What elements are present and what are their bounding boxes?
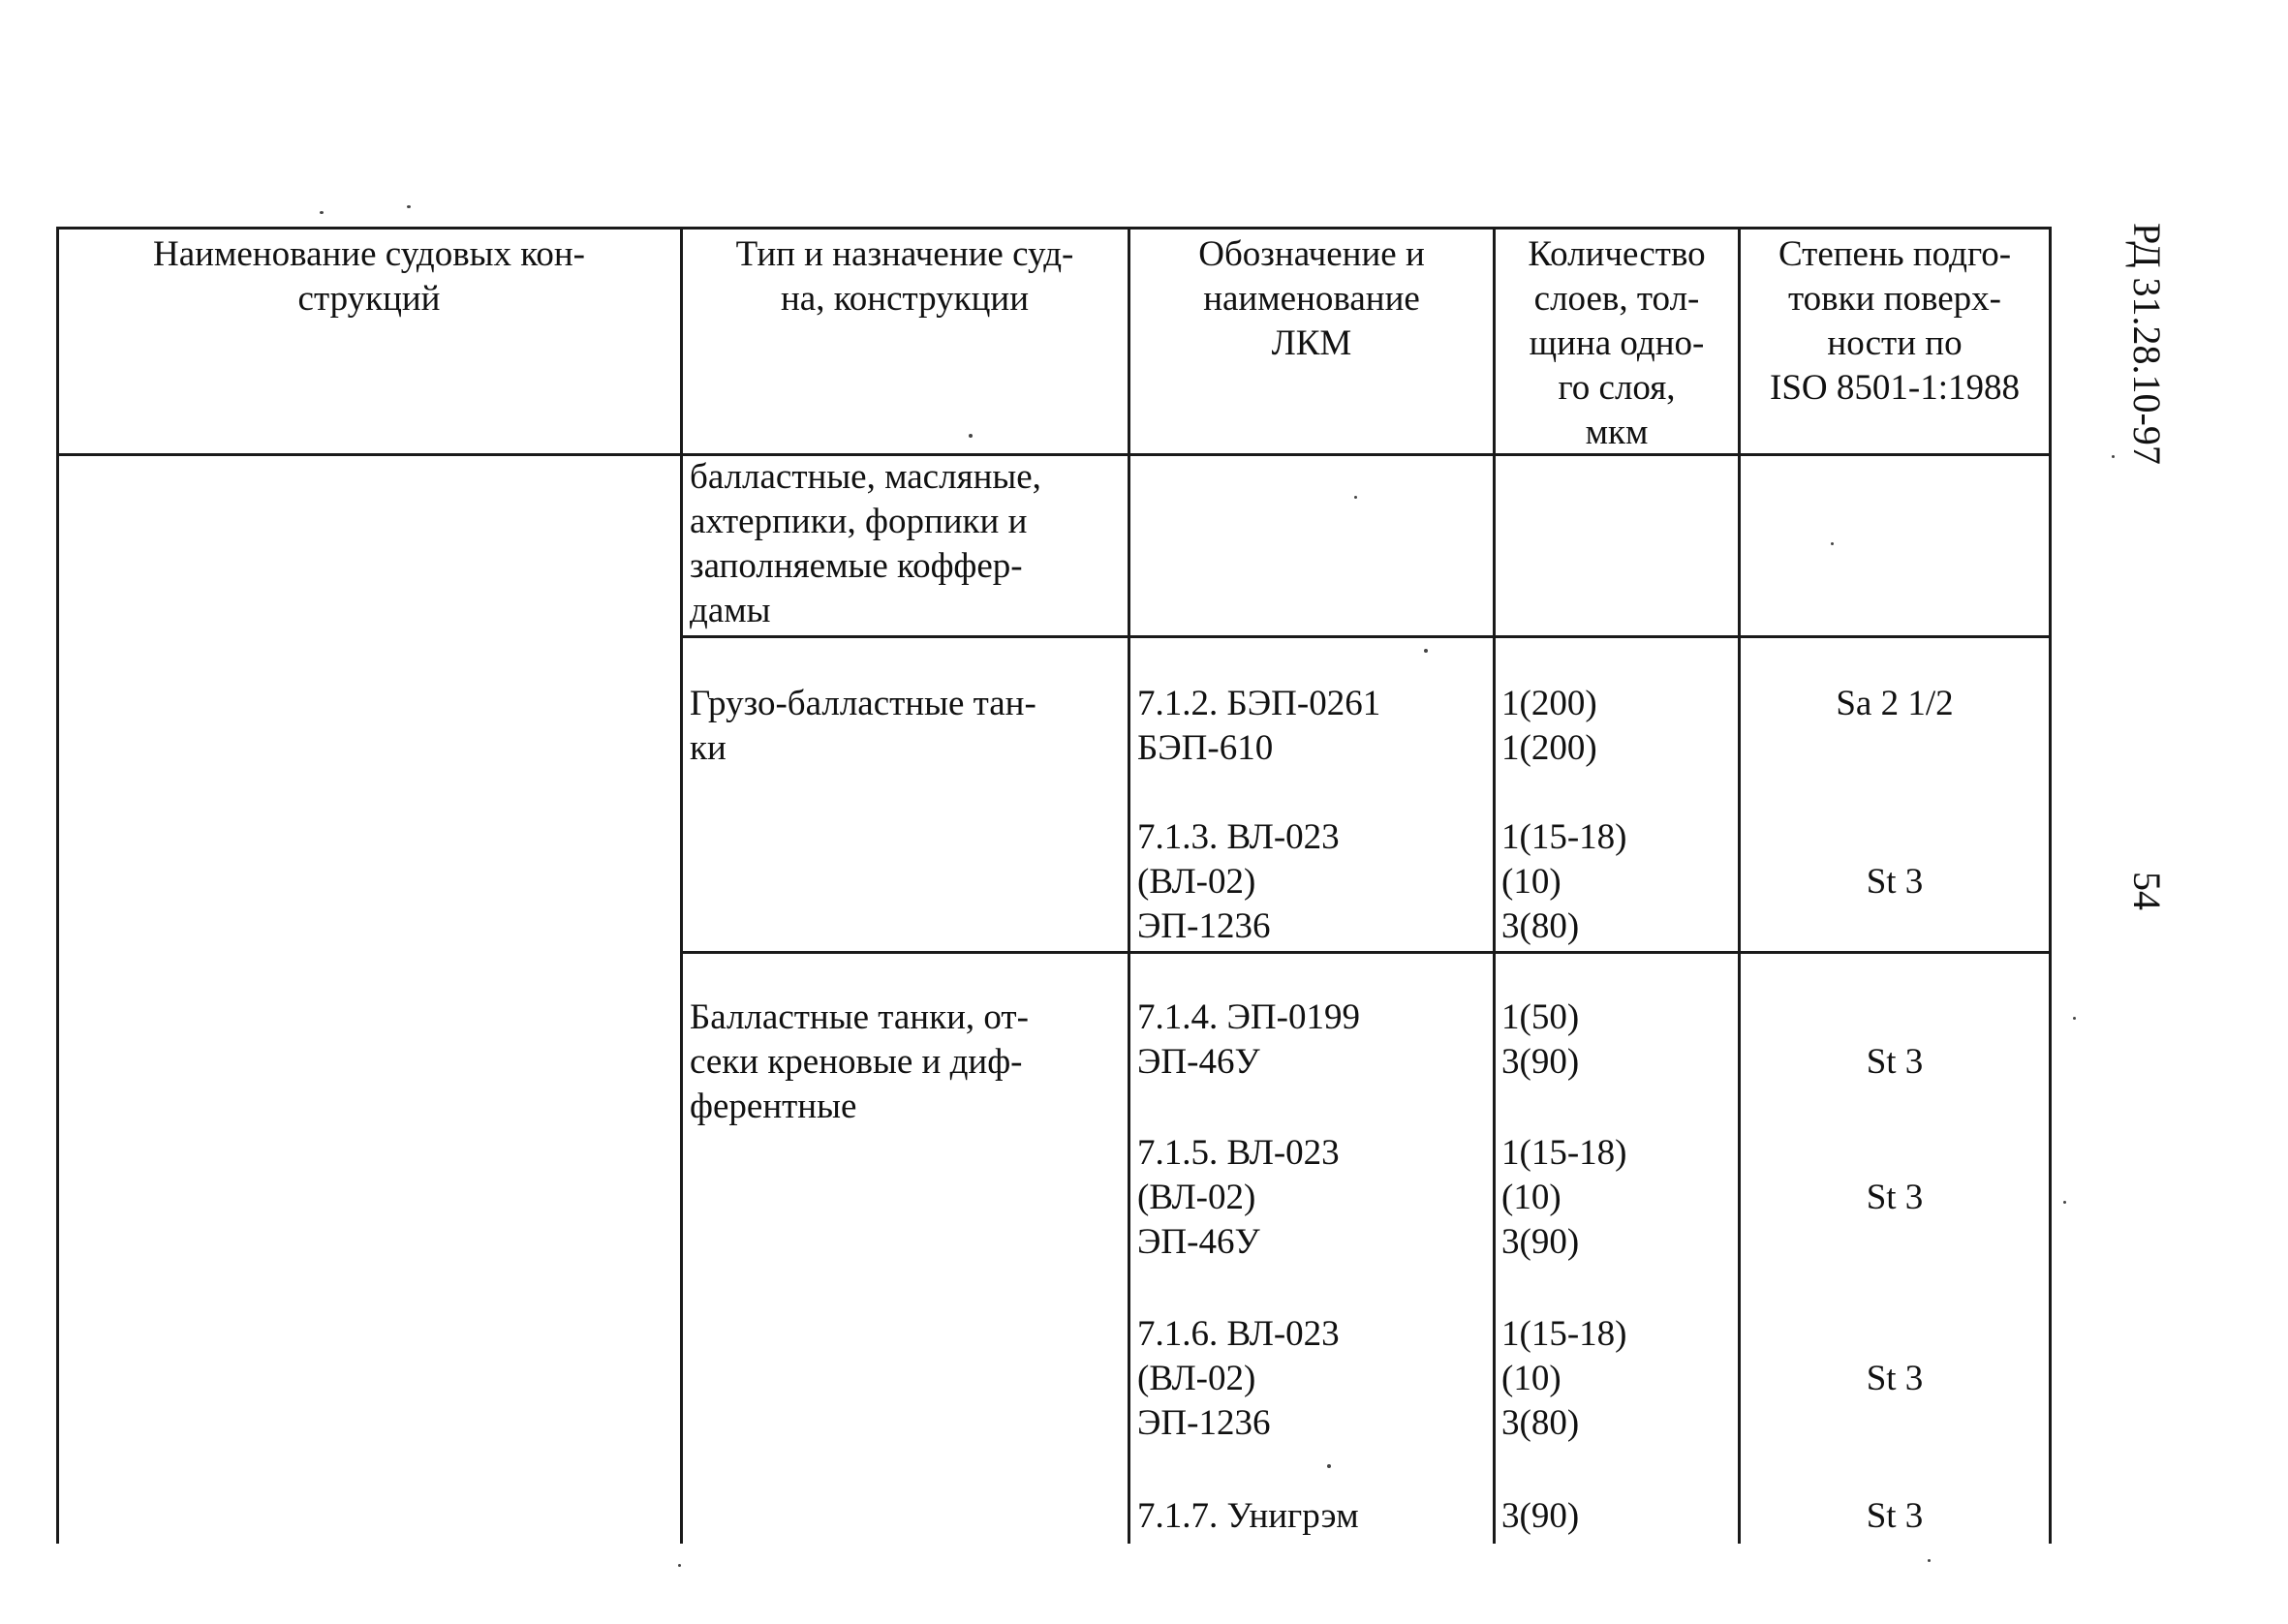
col5-left-border [1738, 227, 1741, 1544]
table-right-border [2049, 227, 2052, 1544]
header-structure-name: Наименование судовых кон- струкций [153, 234, 585, 319]
row2-g1-layers: 1(200) 1(200) [1501, 684, 1597, 768]
scan-speck [678, 1564, 681, 1567]
row3-g1-paint: 7.1.4. ЭП-0199 ЭП-46У [1137, 997, 1360, 1082]
row1-vessel-type: балластные, масляные, ахтерпики, форпики и заполняемые коффер- дамы [690, 457, 1041, 630]
scan-speck [407, 205, 411, 208]
row3-g4-layers: 3(90) [1501, 1496, 1580, 1536]
row3-g3-paint: 7.1.6. ВЛ-023 (ВЛ-02) ЭП-1236 [1137, 1314, 1340, 1443]
scan-speck [969, 434, 973, 438]
col4-left-border [1493, 227, 1496, 1544]
scan-speck [1354, 496, 1357, 499]
table-top-border [56, 227, 2052, 230]
scan-speck [1327, 1464, 1331, 1468]
scan-speck [1831, 542, 1834, 545]
row3-g4-paint: 7.1.7. Унигрэм [1137, 1496, 1359, 1536]
scan-speck [2063, 1201, 2066, 1204]
row2-g1-paint: 7.1.2. БЭП-0261 БЭП-610 [1137, 684, 1381, 768]
col2-left-border [680, 227, 683, 1544]
row2-g2-layers: 1(15-18) (10) 3(80) [1501, 817, 1627, 946]
page-number: 54 [2125, 872, 2169, 910]
row3-g4-prep: St 3 [1866, 1496, 1924, 1536]
scan-speck [2073, 1017, 2076, 1020]
row3-vessel-type: Балластные танки, от- секи креновые и диф- ферентные [690, 997, 1029, 1126]
row3-g2-paint: 7.1.5. ВЛ-023 (ВЛ-02) ЭП-46У [1137, 1133, 1340, 1262]
header-surface-prep: Степень подго- товки поверх- ности по ISO 8501-1:1988 [1770, 234, 2020, 408]
scan-speck [1928, 1559, 1931, 1562]
row3-g1-layers: 1(50) 3(90) [1501, 997, 1580, 1082]
row3-g2-prep: St 3 [1866, 1178, 1924, 1217]
scan-speck [320, 211, 324, 214]
row3-g2-layers: 1(15-18) (10) 3(90) [1501, 1133, 1627, 1262]
row2-g2-prep: St 3 [1866, 862, 1924, 902]
row2-bottom-border [680, 951, 2052, 954]
table-left-border [56, 227, 59, 1544]
header-paint-designation: Обозначение и наименование ЛКМ [1198, 234, 1425, 363]
row2-vessel-type: Грузо-балластные тан- ки [690, 684, 1036, 768]
header-layers-thickness: Количество слоев, тол- щина одно- го слоя, мкм [1528, 234, 1706, 452]
row3-g3-layers: 1(15-18) (10) 3(80) [1501, 1314, 1627, 1443]
document-code: РД 31.28.10-97 [2125, 223, 2169, 465]
col3-left-border [1128, 227, 1130, 1544]
header-vessel-type: Тип и назначение суд- на, конструкции [735, 234, 1074, 319]
row3-g3-prep: St 3 [1866, 1359, 1924, 1398]
row1-bottom-border [680, 635, 2052, 638]
row3-g1-prep: St 3 [1866, 1042, 1924, 1082]
scan-speck [2112, 455, 2115, 458]
row2-g1-prep: Sa 2 1/2 [1836, 684, 1954, 723]
row2-g2-paint: 7.1.3. ВЛ-023 (ВЛ-02) ЭП-1236 [1137, 817, 1340, 946]
scan-speck [1424, 649, 1428, 653]
